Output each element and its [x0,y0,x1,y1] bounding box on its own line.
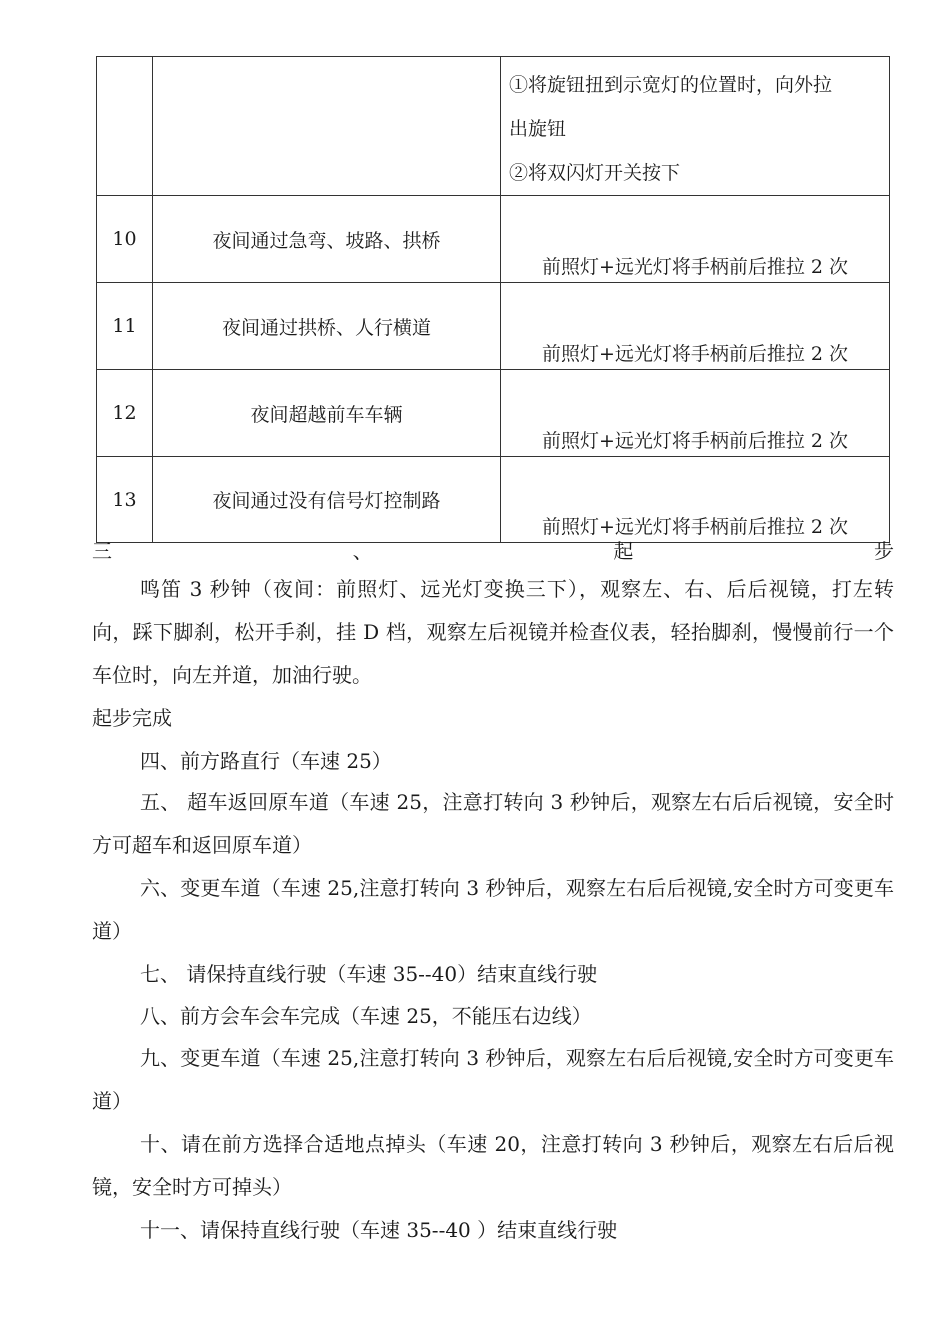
heading-char: 三 [92,539,112,563]
step-paragraph: 十一、请保持直线行驶（车速 35--40 ）结束直线行驶 [140,1218,618,1242]
operation-cell: 前照灯+远光灯将手柄前后推拉 2 次 [501,283,890,370]
table-row [97,57,890,196]
start-complete-text: 起步完成 [92,706,172,730]
step-paragraph: 八、前方会车会车完成（车速 25，不能压右边线） [140,1004,592,1028]
step-paragraph: 十、请在前方选择合适地点掉头（车速 20，注意打转向 3 秒钟后，观察左右后后视镜，安全时方可掉头） [92,1132,894,1199]
table-row [97,196,890,283]
operation-line: ①将旋钮扭到示宽灯的位置时，向外拉 [509,74,833,96]
operation-line: 出旋钮 [509,118,567,140]
table-row [97,370,890,457]
operation-cell: 前照灯+远光灯将手柄前后推拉 2 次 [501,196,890,283]
table-row [97,283,890,370]
step-paragraph: 四、前方路直行（车速 25） [140,749,392,773]
operation-cell: 前照灯+远光灯将手柄前后推拉 2 次 [501,370,890,457]
step-paragraph: 五、 超车返回原车道（车速 25，注意打转向 3 秒钟后，观察左右后后视镜，安全时方可超车和返回原车道） [92,790,894,857]
start-procedure-paragraph: 鸣笛 3 秒钟（夜间：前照灯、远光灯变换三下），观察左、右、后后视镜，打左转向，踩下脚刹，松开手刹，挂 D 档，观察左后视镜并检查仪表，轻抬脚刹，慢慢前行一个车位时，向左并道，加油行驶。 [92,577,894,687]
operation-cell [501,57,890,196]
step-paragraph: 六、变更车道（车速 25,注意打转向 3 秒钟后，观察左右后后视镜,安全时方可变更车道） [92,876,894,943]
step-paragraph: 七、 请保持直线行驶（车速 35--40）结束直线行驶 [140,962,598,986]
row-number-cell: 13 [97,457,153,543]
heading-char: 起 [613,539,634,563]
row-number-cell [97,57,153,196]
row-number-cell: 10 [97,196,153,283]
heading-char: 步 [873,539,894,563]
situation-cell: 夜间通过急弯、坡路、拱桥 [153,196,501,283]
operation-line: ②将双闪灯开关按下 [509,162,681,184]
situation-cell: 夜间通过拱桥、人行横道 [153,283,501,370]
light-operation-table [96,56,890,543]
heading-char: 、 [352,539,373,563]
operation-cell: 前照灯+远光灯将手柄前后推拉 2 次 [501,457,890,543]
step-paragraph: 九、变更车道（车速 25,注意打转向 3 秒钟后，观察左右后后视镜,安全时方可变更车道） [92,1046,894,1113]
section-heading-start [92,534,894,568]
situation-cell: 夜间超越前车车辆 [153,370,501,457]
situation-cell: 夜间通过没有信号灯控制路 [153,457,501,543]
row-number-cell: 12 [97,370,153,457]
situation-cell [153,57,501,196]
table-row [97,457,890,543]
row-number-cell: 11 [97,283,153,370]
